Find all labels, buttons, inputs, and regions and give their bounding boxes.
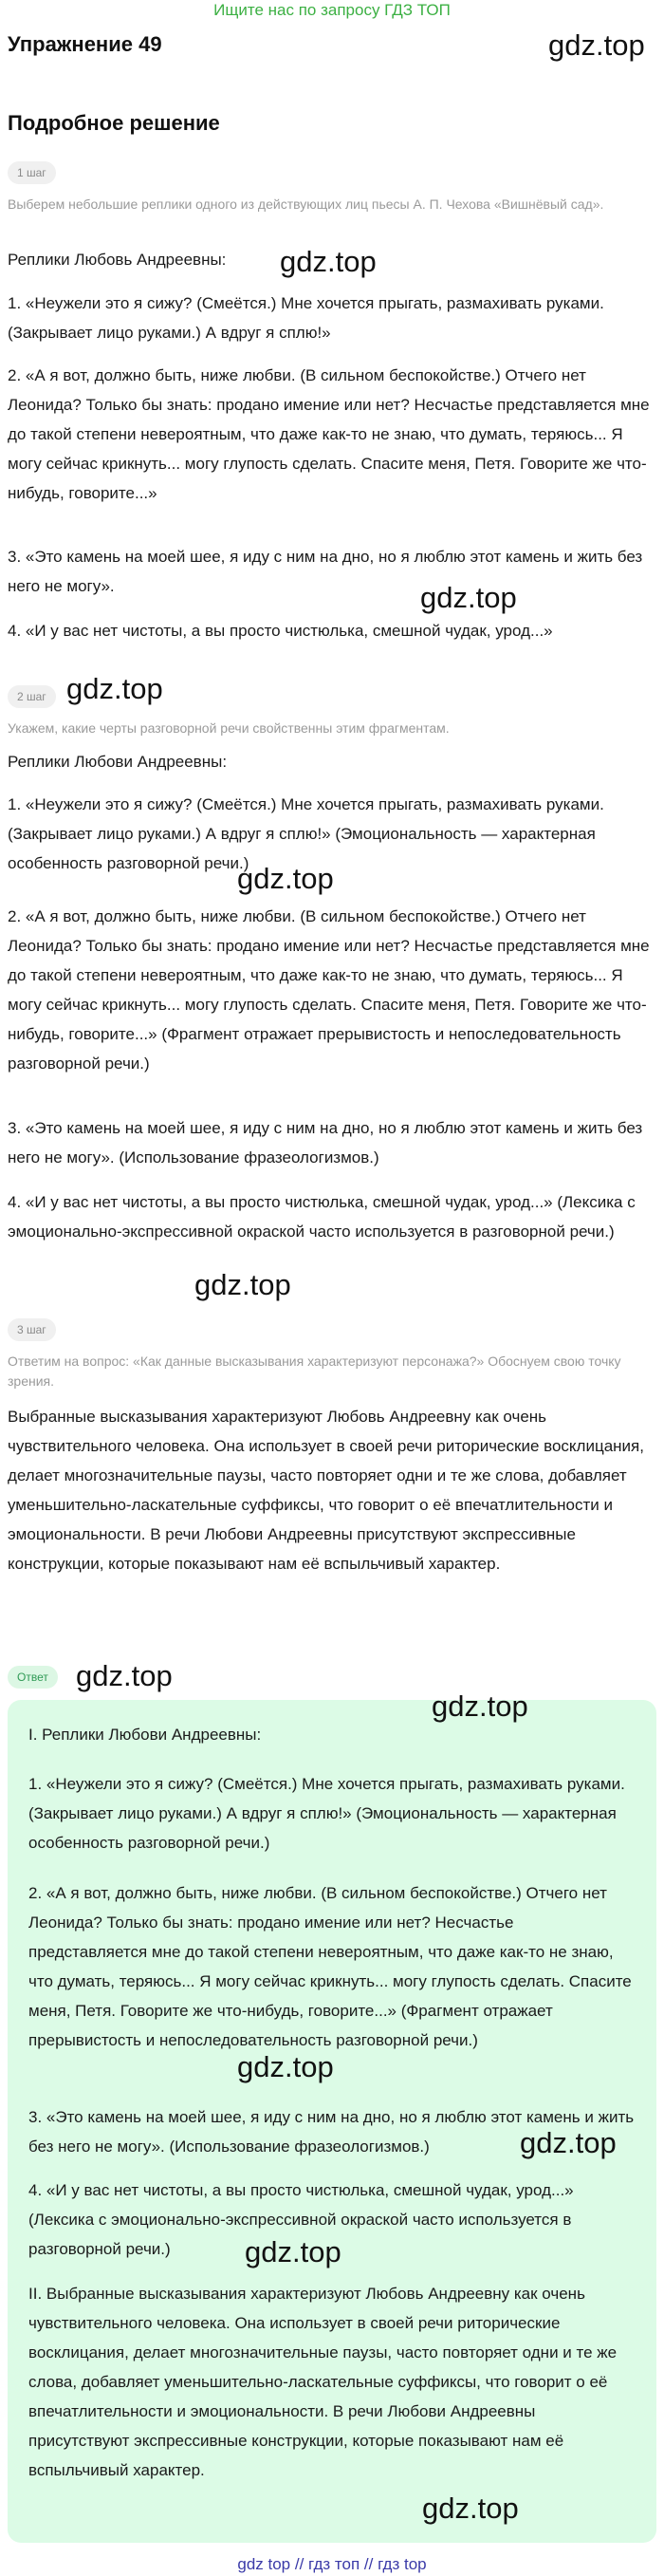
watermark: gdz.top [432, 1689, 528, 1723]
solution-heading: Подробное решение [8, 111, 220, 135]
step-intro-2: Укажем, какие черты разговорной речи свойственны этим фрагментам. [8, 720, 450, 736]
footer-separator: // [363, 2555, 374, 2573]
answer-paragraph: 4. «И у вас нет чистоты, а вы просто чистюлька, смешной чудак, урод...» (Лексика с эмоционально-экспрессивной окраской часто используется в разговорной речи.) [28, 2181, 574, 2258]
watermark: gdz.top [548, 28, 645, 62]
answer-paragraph: I. Реплики Любови Андреевны: [28, 1726, 262, 1744]
answer-paragraph: 2. «А я вот, должно быть, ниже любви. (В сильном беспокойстве.) Отчего нет Леонида? Только бы знать: продано имение или нет? Несчастье представляется мне до такой степени невероятным, что даже как-то не знаю, что думать, теряюсь... Я могу сейчас крикнуть... могу глупость сделать. Спасите меня, Петя. Говорите же что-нибудь, говорите...» (Фрагмент отражает прерывистость и непоследовательность разговорной речи.) [28, 1884, 632, 2049]
answer-paragraph: 3. «Это камень на моей шее, я иду с ним на дно, но я люблю этот камень и жить без него не могу». (Использование фразеологизмов.) [28, 2108, 635, 2156]
step-intro-1: Выберем небольшие реплики одного из действующих лиц пьесы А. П. Чехова «Вишнёвый сад». [8, 196, 604, 212]
step2-paragraph: 4. «И у вас нет чистоты, а вы просто чистюлька, смешной чудак, урод...» (Лексика с эмоционально-экспрессивной окраской часто используется в разговорной речи.) [8, 1193, 636, 1241]
step2-paragraph: 2. «А я вот, должно быть, ниже любви. (В сильном беспокойстве.) Отчего нет Леонида? Только бы знать: продано имение или нет? Несчастье представляется мне до такой степени невероятным, что даже как-то не знаю, что думать, теряюсь... Я могу сейчас крикнуть... могу глупость сделать. Спасите меня, Петя. Говорите же что-нибудь, говорите...» (Фрагмент отражает прерывистость и непоследовательность разговорной речи.) [8, 907, 650, 1073]
watermark: gdz.top [237, 2050, 334, 2083]
watermark: gdz.top [420, 581, 517, 614]
footer-separator: // [294, 2555, 304, 2573]
step3-paragraph: Выбранные высказывания характеризуют Любовь Андреевну как очень чувствительного человека. Она использует в своей речи риторические восклицания, делает многозначительные паузы, часто повторяет одни и те же слова, добавляет уменьшительно-ласкательные суффиксы, что говорит о её впечатлительности и эмоциональности. В речи Любови Андреевны присутствуют экспрессивные конструкции, которые показывают нам её вспыльчивый характер. [8, 1408, 644, 1573]
footer-link[interactable]: gdz top [237, 2555, 291, 2573]
step-badge-2: 2 шаг [8, 685, 56, 708]
footer-link[interactable]: гдз top [378, 2555, 427, 2573]
step-badge-3: 3 шаг [8, 1318, 56, 1341]
footer-links [0, 2553, 664, 2576]
watermark: gdz.top [422, 2492, 519, 2525]
watermark: gdz.top [520, 2126, 617, 2159]
step1-paragraph: 2. «А я вот, должно быть, ниже любви. (В сильном беспокойстве.) Отчего нет Леонида? Только бы знать: продано имение или нет? Несчастье представляется мне до такой степени невероятным, что даже как-то не знаю, что думать, теряюсь... Я могу сейчас крикнуть... могу глупость сделать. Спасите меня, Петя. Говорите же что-нибудь, говорите...» [8, 366, 650, 502]
page-title: Упражнение 49 [8, 32, 162, 56]
step1-paragraph: 4. «И у вас нет чистоты, а вы просто чистюлька, смешной чудак, урод...» [8, 622, 553, 640]
watermark: gdz.top [280, 245, 377, 278]
step2-paragraph: Реплики Любови Андреевны: [8, 753, 228, 771]
watermark: gdz.top [245, 2235, 341, 2268]
step-badge-1: 1 шаг [8, 161, 56, 184]
watermark: gdz.top [76, 1659, 173, 1692]
answer-paragraph: 1. «Неужели это я сижу? (Смеётся.) Мне хочется прыгать, размахивать руками. (Закрывает лицо руками.) А вдруг я сплю!» (Эмоциональность — характерная особенность разговорной речи.) [28, 1775, 625, 1852]
step-intro-3: Ответим на вопрос: «Как данные высказывания характеризуют персонажа?» Обоснуем свою точку зрения. [8, 1353, 621, 1389]
answer-paragraph: II. Выбранные высказывания характеризуют Любовь Андреевну как очень чувствительного человека. Она использует в своей речи риторические восклицания, делает многозначительные паузы, часто повторяет одни и те же слова, добавляет уменьшительно-ласкательные суффиксы, что говорит о её впечатлительности и эмоциональности. В речи Любови Андреевны присутствуют экспрессивные конструкции, которые показывают нам её вспыльчивый характер. [28, 2285, 618, 2479]
step1-paragraph: Реплики Любовь Андреевны: [8, 251, 227, 269]
watermark: gdz.top [194, 1268, 291, 1301]
step1-paragraph: 1. «Неужели это я сижу? (Смеётся.) Мне хочется прыгать, размахивать руками. (Закрывает лицо руками.) А вдруг я сплю!» [8, 294, 604, 342]
answer-badge: Ответ [8, 1666, 58, 1689]
watermark: gdz.top [237, 862, 334, 895]
step1-paragraph: 3. «Это камень на моей шее, я иду с ним на дно, но я люблю этот камень и жить без него не могу». [8, 548, 643, 595]
top-banner[interactable]: Ищите нас по запросу ГДЗ ТОП [213, 1, 451, 19]
footer-link[interactable]: гдз топ [308, 2555, 360, 2573]
step2-paragraph: 3. «Это камень на моей шее, я иду с ним на дно, но я люблю этот камень и жить без него не могу». (Использование фразеологизмов.) [8, 1119, 643, 1167]
step2-paragraph: 1. «Неужели это я сижу? (Смеётся.) Мне хочется прыгать, размахивать руками. (Закрывает лицо руками.) А вдруг я сплю!» (Эмоциональность — характерная особенность разговорной речи.) [8, 795, 604, 872]
watermark: gdz.top [66, 672, 163, 705]
